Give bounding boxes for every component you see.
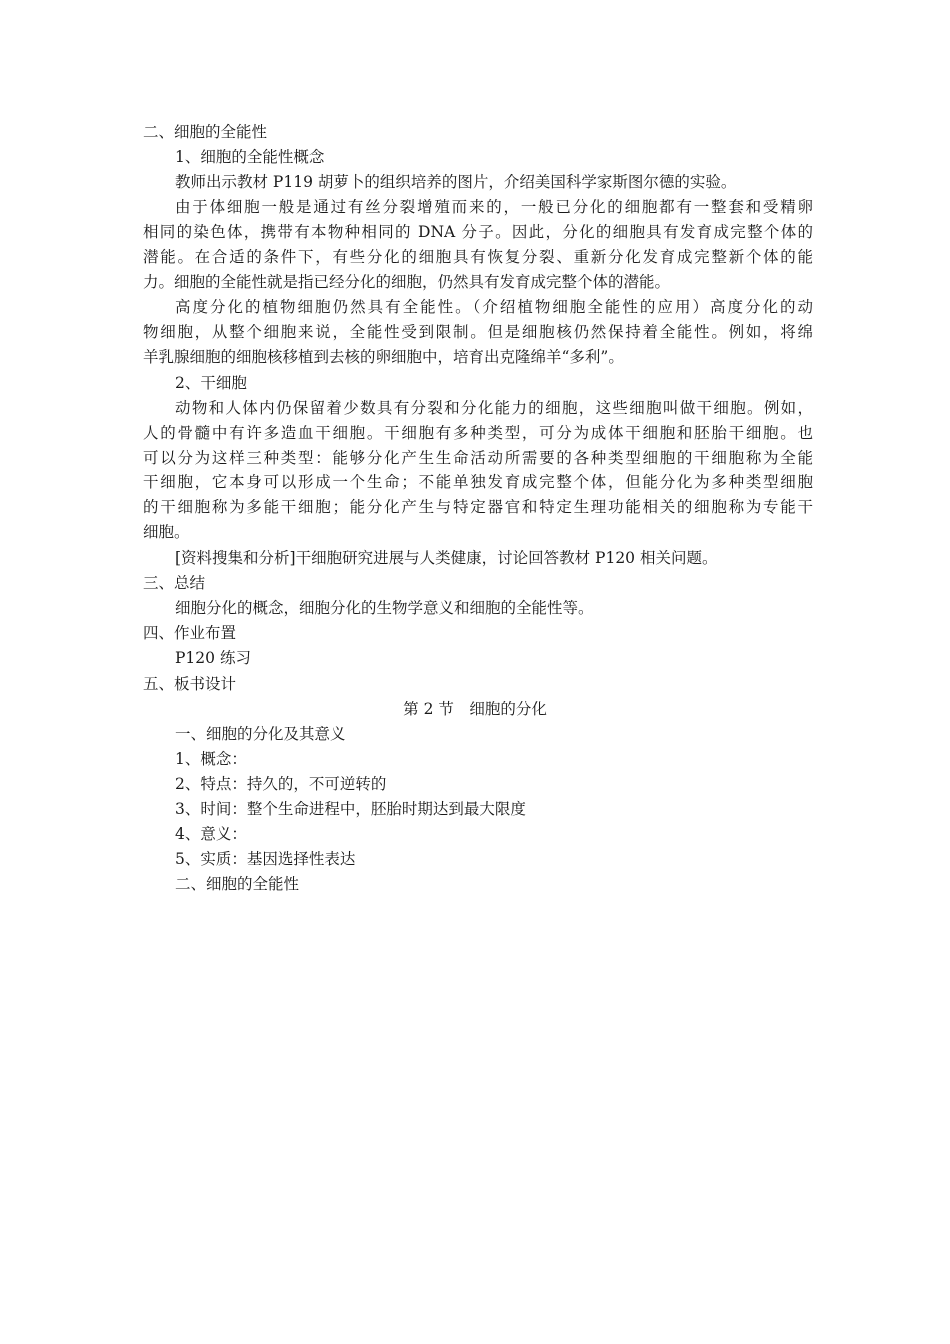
paragraph-line: 细胞分化的概念，细胞分化的生物学意义和细胞的全能性等。 — [175, 599, 594, 617]
section-heading: 四、作业布置 — [143, 624, 237, 642]
paragraph-line: 物细胞，从整个细胞来说，全能性受到限制。但是细胞核仍然保持着全能性。例如，将绵 — [143, 323, 813, 341]
board-item: 二、细胞的全能性 — [175, 875, 300, 893]
paragraph-line: 高度分化的植物细胞仍然具有全能性。（介绍植物细胞全能性的应用）高度分化的动 — [175, 298, 813, 316]
section-heading: 二、细胞的全能性 — [143, 123, 268, 141]
board-item: 一、细胞的分化及其意义 — [175, 725, 346, 743]
board-item: 3、时间：整个生命进程中，胚胎时期达到最大限度 — [175, 800, 526, 818]
section-heading: 三、总结 — [143, 574, 206, 592]
board-title: 第 2 节 细胞的分化 — [403, 700, 547, 718]
paragraph-line: 动物和人体内仍保留着少数具有分裂和分化能力的细胞，这些细胞叫做干细胞。例如， — [175, 399, 813, 417]
board-item: 2、特点：持久的，不可逆转的 — [175, 775, 387, 793]
paragraph-line: 相同的染色体，携带有本物种相同的 DNA 分子。因此，分化的细胞具有发育成完整个体的 — [143, 223, 813, 241]
paragraph-line: 教师出示教材 P119 胡萝卜的组织培养的图片，介绍美国科学家斯图尔德的实验。 — [175, 173, 737, 191]
paragraph-line: 潜能。在合适的条件下，有些分化的细胞具有恢复分裂、重新分化发育成完整新个体的能 — [143, 248, 813, 266]
paragraph-line: 力。细胞的全能性就是指已经分化的细胞，仍然具有发育成完整个体的潜能。 — [143, 273, 671, 291]
subsection-heading: 2、干细胞 — [175, 374, 247, 392]
paragraph-line: 的干细胞称为多能干细胞；能分化产生与特定器官和特定生理功能相关的细胞称为专能干 — [143, 498, 813, 516]
paragraph-line: 可以分为这样三种类型：能够分化产生生命活动所需要的各种类型细胞的干细胞称为全能 — [143, 449, 813, 467]
paragraph-line: 细胞。 — [143, 523, 190, 541]
paragraph-line: 人的骨髓中有许多造血干细胞。干细胞有多种类型，可分为成体干细胞和胚胎干细胞。也 — [143, 424, 813, 442]
subsection-heading: 1、细胞的全能性概念 — [175, 148, 325, 166]
paragraph-line: [资料搜集和分析]干细胞研究进展与人类健康，讨论回答教材 P120 相关问题。 — [175, 549, 718, 567]
paragraph-line: P120 练习 — [175, 649, 251, 667]
section-heading: 五、板书设计 — [143, 675, 237, 693]
board-item: 5、实质：基因选择性表达 — [175, 850, 356, 868]
board-item: 1、概念： — [175, 750, 247, 768]
paragraph-line: 羊乳腺细胞的细胞核移植到去核的卵细胞中，培育出克隆绵羊“多利”。 — [143, 348, 624, 366]
paragraph-line: 由于体细胞一般是通过有丝分裂增殖而来的，一般已分化的细胞都有一整套和受精卵 — [175, 198, 813, 216]
paragraph-line: 干细胞，它本身可以形成一个生命；不能单独发育成完整个体，但能分化为多种类型细胞 — [143, 473, 813, 491]
board-item: 4、意义： — [175, 825, 247, 843]
